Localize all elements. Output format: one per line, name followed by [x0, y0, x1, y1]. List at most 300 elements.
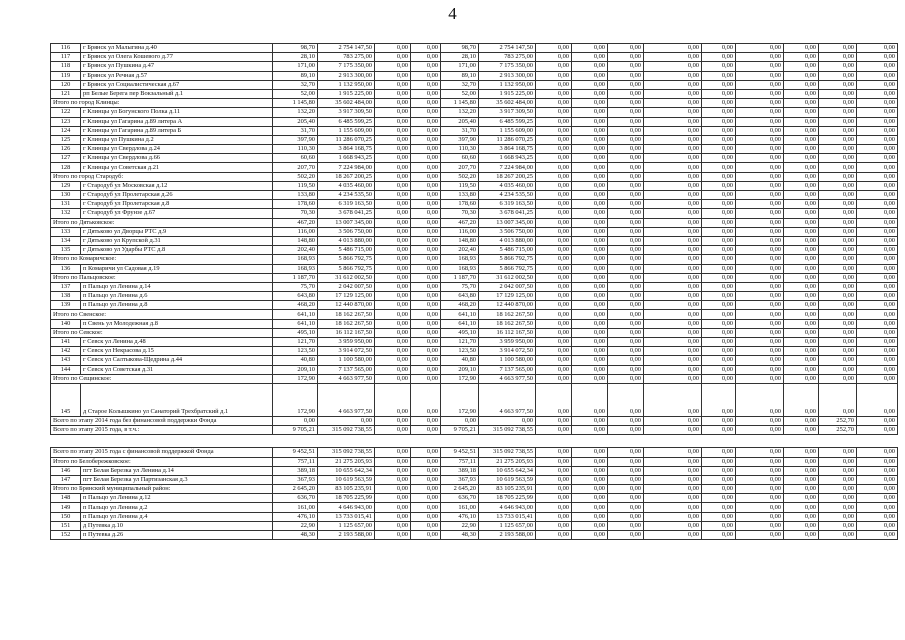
value-cell: 6 319 163,50	[318, 200, 375, 209]
value-cell: 0,00	[702, 319, 736, 328]
row-number: 137	[51, 282, 81, 291]
value-cell: 0,00	[411, 62, 441, 71]
value-cell: 0,00	[857, 80, 898, 89]
value-cell: 0,00	[819, 135, 857, 144]
value-cell: 0,00	[784, 319, 819, 328]
value-cell: 4 234 535,50	[479, 191, 536, 200]
value-cell: 315 092 738,55	[479, 426, 536, 435]
value-cell: 0,00	[784, 475, 819, 484]
table-row	[51, 191, 898, 200]
value-cell: 1 668 943,25	[479, 154, 536, 163]
value-cell: 0,00	[784, 227, 819, 236]
value-cell: 0,00	[572, 466, 608, 475]
value-cell: 5 866 792,75	[318, 264, 375, 273]
value-cell: 0,00	[784, 301, 819, 310]
value-cell: 0,00	[736, 457, 784, 466]
value-cell: 0,00	[784, 328, 819, 337]
value-cell: 0,00	[608, 521, 644, 530]
value-cell: 0,00	[819, 466, 857, 475]
value-cell: 2 913 300,00	[318, 71, 375, 80]
address-cell: п Пальцо ул Ленина д.2	[81, 503, 273, 512]
value-cell: 0,00	[536, 117, 572, 126]
value-cell: 0,00	[572, 356, 608, 365]
value-cell: 0,00	[736, 172, 784, 181]
address-cell: г Клинцы ул Пушкина д.2	[81, 135, 273, 144]
value-cell: 0,00	[702, 71, 736, 80]
value-cell: 0,00	[536, 457, 572, 466]
value-cell: 0,00	[608, 292, 644, 301]
value-cell: 0,00	[572, 273, 608, 282]
value-cell: 98,70	[273, 44, 318, 53]
value-cell: 0,00	[375, 99, 411, 108]
value-cell: 207,70	[273, 163, 318, 172]
value-cell: 0,00	[819, 531, 857, 540]
value-cell: 133,80	[441, 191, 479, 200]
value-cell: 3 914 072,50	[479, 347, 536, 356]
address-cell: п Свень ул Молодежная д.8	[81, 319, 273, 328]
value-cell: 4 663 977,50	[318, 383, 375, 416]
value-cell: 0,00	[784, 374, 819, 383]
value-cell: 172,90	[273, 374, 318, 383]
spacer-cell	[51, 435, 898, 448]
value-cell: 1 132 950,00	[318, 80, 375, 89]
value-cell: 0,00	[784, 145, 819, 154]
value-cell: 0,00	[702, 365, 736, 374]
value-cell: 2 042 007,50	[318, 282, 375, 291]
row-number: 127	[51, 154, 81, 163]
value-cell: 0,00	[375, 62, 411, 71]
value-cell: 0,00	[784, 89, 819, 98]
value-cell: 0,00	[819, 80, 857, 89]
value-cell: 476,10	[273, 512, 318, 521]
value-cell: 16 112 167,50	[479, 328, 536, 337]
value-cell: 0,00	[644, 475, 702, 484]
value-cell: 0,00	[411, 457, 441, 466]
value-cell: 133,80	[273, 191, 318, 200]
value-cell: 0,00	[536, 521, 572, 530]
value-cell: 0,00	[608, 62, 644, 71]
value-cell: 1 125 657,00	[318, 521, 375, 530]
value-cell: 0,00	[536, 246, 572, 255]
value-cell: 0,00	[819, 218, 857, 227]
value-cell: 0,00	[784, 99, 819, 108]
table-row	[51, 117, 898, 126]
value-cell: 0,00	[736, 347, 784, 356]
value-cell: 0,00	[536, 227, 572, 236]
value-cell: 757,11	[441, 457, 479, 466]
value-cell: 0,00	[702, 338, 736, 347]
value-cell: 0,00	[411, 292, 441, 301]
table-row	[51, 435, 898, 448]
value-cell: 0,00	[375, 191, 411, 200]
value-cell: 0,00	[702, 53, 736, 62]
value-cell: 52,00	[273, 89, 318, 98]
value-cell: 0,00	[784, 356, 819, 365]
value-cell: 1 155 609,00	[479, 126, 536, 135]
value-cell: 119,50	[273, 181, 318, 190]
value-cell: 636,70	[273, 494, 318, 503]
value-cell: 0,00	[702, 218, 736, 227]
address-cell: п Пальцо ул Ленина д.12	[81, 494, 273, 503]
value-cell: 83 105 235,91	[479, 485, 536, 494]
value-cell: 0,00	[644, 62, 702, 71]
value-cell: 0,00	[608, 365, 644, 374]
value-cell: 0,00	[857, 310, 898, 319]
value-cell: 1 915 225,00	[318, 89, 375, 98]
row-number: 122	[51, 108, 81, 117]
value-cell: 0,00	[819, 338, 857, 347]
value-cell: 3 678 041,25	[479, 209, 536, 218]
value-cell: 0,00	[608, 191, 644, 200]
value-cell: 389,18	[441, 466, 479, 475]
value-cell: 2 754 147,50	[479, 44, 536, 53]
value-cell: 0,00	[702, 416, 736, 425]
value-cell: 0,00	[375, 531, 411, 540]
value-cell: 0,00	[644, 328, 702, 337]
value-cell: 0,00	[644, 135, 702, 144]
value-cell: 0,00	[784, 53, 819, 62]
value-cell: 9 452,51	[273, 448, 318, 457]
value-cell: 11 286 070,25	[318, 135, 375, 144]
value-cell: 0,00	[736, 108, 784, 117]
value-cell: 0,00	[644, 301, 702, 310]
value-cell: 0,00	[644, 218, 702, 227]
value-cell: 0,00	[536, 163, 572, 172]
value-cell: 0,00	[608, 319, 644, 328]
value-cell: 0,00	[736, 246, 784, 255]
value-cell: 0,00	[819, 236, 857, 245]
table-row	[51, 200, 898, 209]
value-cell: 0,00	[819, 108, 857, 117]
value-cell: 121,70	[273, 338, 318, 347]
value-cell: 0,00	[411, 512, 441, 521]
value-cell: 0,00	[784, 338, 819, 347]
value-cell: 0,00	[441, 416, 479, 425]
value-cell: 6 485 599,25	[479, 117, 536, 126]
value-cell: 0,00	[702, 44, 736, 53]
value-cell: 315 092 738,55	[318, 426, 375, 435]
row-number: 130	[51, 191, 81, 200]
value-cell: 0,00	[608, 448, 644, 457]
value-cell: 0,00	[819, 273, 857, 282]
value-cell: 0,00	[572, 503, 608, 512]
value-cell: 0,00	[644, 154, 702, 163]
page-number: 4	[448, 4, 457, 23]
value-cell: 0,00	[411, 108, 441, 117]
table-row	[51, 328, 898, 337]
value-cell: 3 917 309,50	[318, 108, 375, 117]
value-cell: 0,00	[536, 273, 572, 282]
value-cell: 0,00	[536, 328, 572, 337]
value-cell: 2 645,20	[273, 485, 318, 494]
value-cell: 0,00	[736, 319, 784, 328]
value-cell: 0,00	[819, 475, 857, 484]
value-cell: 0,00	[608, 273, 644, 282]
value-cell: 0,00	[784, 62, 819, 71]
group-label: Итого по Севское:	[51, 328, 273, 337]
value-cell: 172,90	[441, 383, 479, 416]
group-label: Итого по Свенское:	[51, 310, 273, 319]
value-cell: 17 129 125,00	[318, 292, 375, 301]
value-cell: 0,00	[572, 494, 608, 503]
value-cell: 9 705,21	[273, 426, 318, 435]
value-cell: 0,00	[608, 475, 644, 484]
value-cell: 0,00	[572, 71, 608, 80]
value-cell: 22,90	[273, 521, 318, 530]
value-cell: 1 187,70	[441, 273, 479, 282]
value-cell: 0,00	[736, 494, 784, 503]
value-cell: 0,00	[608, 108, 644, 117]
value-cell: 0,00	[736, 485, 784, 494]
value-cell: 0,00	[644, 89, 702, 98]
value-cell: 2 913 300,00	[479, 71, 536, 80]
row-number: 143	[51, 356, 81, 365]
value-cell: 0,00	[608, 328, 644, 337]
value-cell: 209,10	[273, 365, 318, 374]
value-cell: 0,00	[857, 494, 898, 503]
value-cell: 0,00	[608, 356, 644, 365]
value-cell: 0,00	[572, 108, 608, 117]
value-cell: 18 267 200,25	[318, 172, 375, 181]
value-cell: 0,00	[411, 365, 441, 374]
value-cell: 0,00	[819, 494, 857, 503]
address-cell: г Дятьково ул Дворцы РТС д.9	[81, 227, 273, 236]
value-cell: 0,00	[644, 273, 702, 282]
value-cell: 0,00	[608, 416, 644, 425]
value-cell: 0,00	[479, 416, 536, 425]
value-cell: 0,00	[857, 126, 898, 135]
value-cell: 0,00	[784, 126, 819, 135]
value-cell: 0,00	[857, 255, 898, 264]
value-cell: 0,00	[819, 181, 857, 190]
value-cell: 172,90	[273, 383, 318, 416]
value-cell: 0,00	[644, 292, 702, 301]
value-cell: 0,00	[819, 154, 857, 163]
value-cell: 0,00	[819, 356, 857, 365]
value-cell: 0,00	[572, 227, 608, 236]
address-cell: п Пальцо ул Ленина д.6	[81, 292, 273, 301]
value-cell: 0,00	[819, 521, 857, 530]
table-row	[51, 282, 898, 291]
value-cell: 0,00	[702, 255, 736, 264]
value-cell: 0,00	[736, 282, 784, 291]
value-cell: 0,00	[375, 282, 411, 291]
value-cell: 35 602 484,00	[479, 99, 536, 108]
value-cell: 0,00	[411, 145, 441, 154]
value-cell: 0,00	[572, 53, 608, 62]
value-cell: 0,00	[411, 273, 441, 282]
table-row	[51, 135, 898, 144]
value-cell: 0,00	[536, 154, 572, 163]
value-cell: 0,00	[375, 89, 411, 98]
value-cell: 0,00	[375, 466, 411, 475]
value-cell: 0,00	[736, 301, 784, 310]
value-cell: 0,00	[644, 356, 702, 365]
value-cell: 0,00	[536, 416, 572, 425]
value-cell: 0,00	[411, 53, 441, 62]
value-cell: 0,00	[411, 383, 441, 416]
value-cell: 0,00	[644, 117, 702, 126]
value-cell: 0,00	[784, 466, 819, 475]
value-cell: 0,00	[375, 301, 411, 310]
value-cell: 21 275 205,93	[479, 457, 536, 466]
value-cell: 0,00	[857, 135, 898, 144]
value-cell: 0,00	[819, 53, 857, 62]
row-number: 140	[51, 319, 81, 328]
value-cell: 0,00	[736, 135, 784, 144]
value-cell: 0,00	[857, 209, 898, 218]
value-cell: 0,00	[536, 172, 572, 181]
value-cell: 0,00	[736, 365, 784, 374]
value-cell: 40,80	[273, 356, 318, 365]
value-cell: 0,00	[857, 503, 898, 512]
value-cell: 0,00	[644, 310, 702, 319]
table-row	[51, 209, 898, 218]
value-cell: 0,00	[857, 99, 898, 108]
value-cell: 0,00	[857, 338, 898, 347]
value-cell: 0,00	[784, 512, 819, 521]
table-row	[51, 227, 898, 236]
value-cell: 0,00	[644, 457, 702, 466]
table-row	[51, 457, 898, 466]
table-row	[51, 531, 898, 540]
value-cell: 0,00	[572, 426, 608, 435]
value-cell: 0,00	[644, 426, 702, 435]
value-cell: 0,00	[702, 485, 736, 494]
value-cell: 116,00	[273, 227, 318, 236]
value-cell: 0,00	[375, 365, 411, 374]
value-cell: 13 733 015,41	[318, 512, 375, 521]
value-cell: 0,00	[702, 181, 736, 190]
row-number: 144	[51, 365, 81, 374]
value-cell: 0,00	[411, 485, 441, 494]
value-cell: 0,00	[819, 301, 857, 310]
value-cell: 18 162 267,50	[318, 310, 375, 319]
value-cell: 0,00	[736, 356, 784, 365]
value-cell: 0,00	[644, 347, 702, 356]
value-cell: 0,00	[318, 416, 375, 425]
row-number: 135	[51, 246, 81, 255]
value-cell: 12 440 870,00	[318, 301, 375, 310]
row-number: 123	[51, 117, 81, 126]
value-cell: 0,00	[572, 328, 608, 337]
value-cell: 110,30	[273, 145, 318, 154]
value-cell: 168,93	[273, 264, 318, 273]
value-cell: 0,00	[608, 383, 644, 416]
value-cell: 0,00	[536, 365, 572, 374]
value-cell: 0,00	[784, 416, 819, 425]
table-row	[51, 236, 898, 245]
value-cell: 0,00	[608, 163, 644, 172]
value-cell: 0,00	[411, 494, 441, 503]
value-cell: 2 645,20	[441, 485, 479, 494]
value-cell: 0,00	[857, 356, 898, 365]
value-cell: 643,80	[273, 292, 318, 301]
value-cell: 4 646 943,00	[479, 503, 536, 512]
value-cell: 502,20	[273, 172, 318, 181]
value-cell: 0,00	[375, 292, 411, 301]
address-cell: г Клинцы ул Свердлова д.66	[81, 154, 273, 163]
value-cell: 0,00	[536, 282, 572, 291]
value-cell: 0,00	[608, 466, 644, 475]
value-cell: 0,00	[411, 181, 441, 190]
value-cell: 0,00	[644, 383, 702, 416]
value-cell: 0,00	[857, 466, 898, 475]
value-cell: 0,00	[572, 135, 608, 144]
row-number: 149	[51, 503, 81, 512]
value-cell: 0,00	[375, 356, 411, 365]
value-cell: 0,00	[857, 301, 898, 310]
group-label: Всего по этапу 2014 года без финансовой поддержки Фонда	[51, 416, 273, 425]
value-cell: 0,00	[702, 273, 736, 282]
value-cell: 0,00	[784, 200, 819, 209]
value-cell: 0,00	[375, 475, 411, 484]
value-cell: 0,00	[375, 236, 411, 245]
table-row	[51, 494, 898, 503]
value-cell: 0,00	[608, 512, 644, 521]
value-cell: 0,00	[819, 172, 857, 181]
value-cell: 0,00	[857, 181, 898, 190]
row-number: 145	[51, 383, 81, 416]
value-cell: 0,00	[411, 80, 441, 89]
value-cell: 0,00	[819, 99, 857, 108]
value-cell: 0,00	[572, 209, 608, 218]
value-cell: 0,00	[375, 218, 411, 227]
value-cell: 0,00	[572, 200, 608, 209]
value-cell: 0,00	[784, 218, 819, 227]
value-cell: 0,00	[572, 62, 608, 71]
value-cell: 0,00	[702, 80, 736, 89]
value-cell: 3 917 309,50	[479, 108, 536, 117]
value-cell: 0,00	[819, 310, 857, 319]
value-cell: 0,00	[375, 117, 411, 126]
value-cell: 367,93	[441, 475, 479, 484]
value-cell: 0,00	[857, 347, 898, 356]
value-cell: 89,10	[273, 71, 318, 80]
value-cell: 0,00	[536, 44, 572, 53]
value-cell: 0,00	[819, 255, 857, 264]
value-cell: 0,00	[702, 89, 736, 98]
value-cell: 0,00	[608, 117, 644, 126]
value-cell: 4 663 977,50	[318, 374, 375, 383]
value-cell: 0,00	[857, 383, 898, 416]
group-label: Итого по город Клинцы:	[51, 99, 273, 108]
value-cell: 207,70	[441, 163, 479, 172]
value-cell: 0,00	[572, 236, 608, 245]
value-cell: 0,00	[857, 44, 898, 53]
value-cell: 0,00	[536, 374, 572, 383]
value-cell: 4 035 460,00	[318, 181, 375, 190]
value-cell: 0,00	[375, 485, 411, 494]
value-cell: 0,00	[819, 512, 857, 521]
value-cell: 0,00	[644, 494, 702, 503]
value-cell: 0,00	[411, 99, 441, 108]
value-cell: 2 754 147,50	[318, 44, 375, 53]
value-cell: 0,00	[608, 172, 644, 181]
value-cell: 0,00	[411, 227, 441, 236]
value-cell: 0,00	[702, 503, 736, 512]
value-cell: 4 663 977,50	[479, 383, 536, 416]
value-cell: 0,00	[857, 365, 898, 374]
value-cell: 119,50	[441, 181, 479, 190]
value-cell: 0,00	[411, 255, 441, 264]
row-number: 138	[51, 292, 81, 301]
value-cell: 0,00	[644, 374, 702, 383]
value-cell: 0,00	[644, 466, 702, 475]
value-cell: 0,00	[608, 218, 644, 227]
table-row	[51, 154, 898, 163]
value-cell: 0,00	[375, 319, 411, 328]
